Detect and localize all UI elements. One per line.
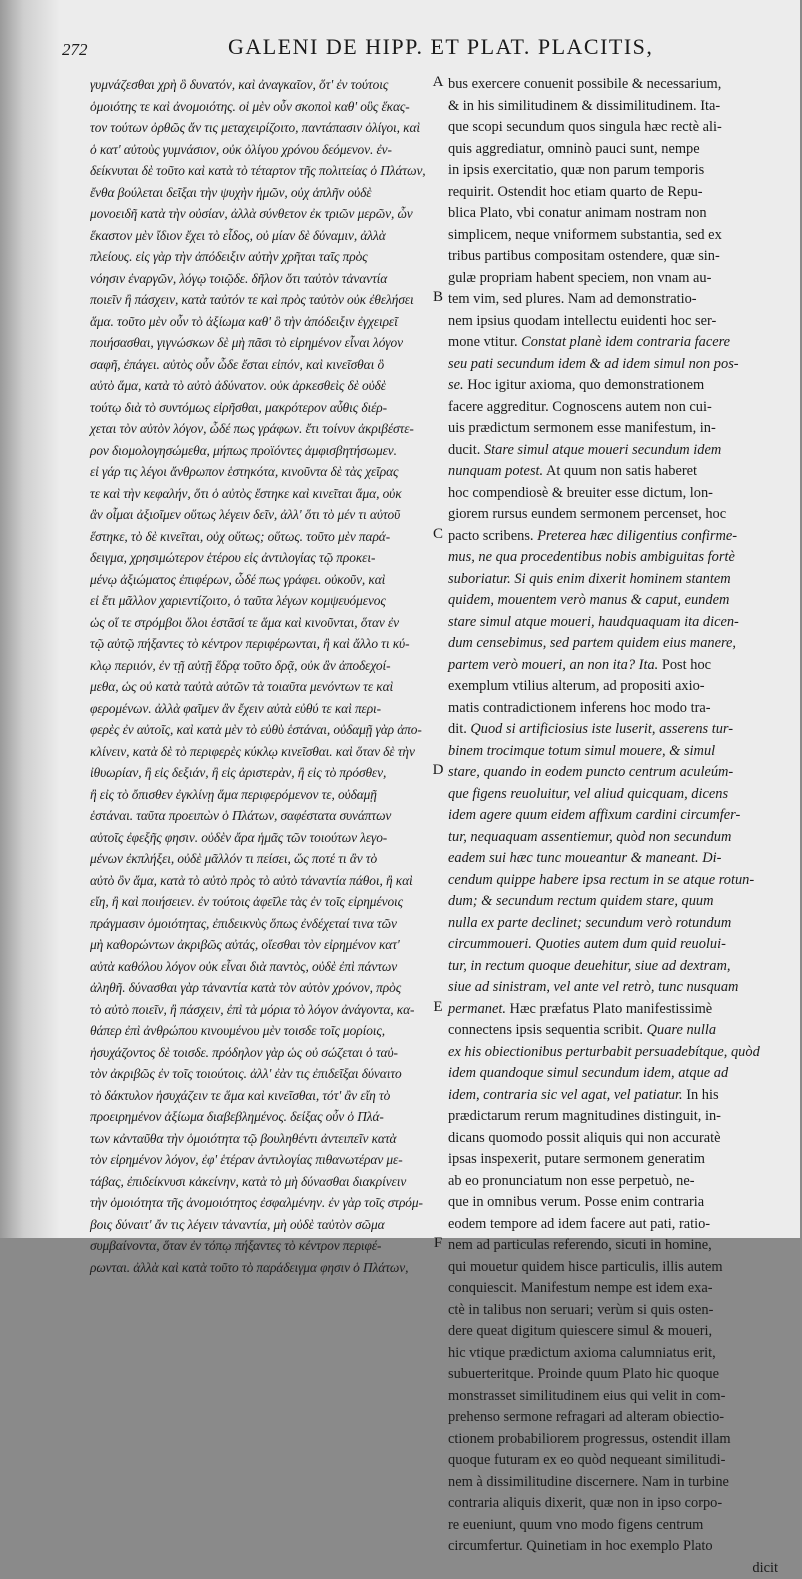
latin-line [448,74,778,96]
latin-line-segment: idem agere quum eidem affixum cardini circumfer- [448,807,740,823]
latin-line-segment: dicit [752,1560,778,1576]
greek-line: χεται τὸν αὐτὸν λόγον, ὧδέ πως γράφων. ἔτι τοίνυν ἀκριβέστε- [90,418,428,440]
greek-line: κλῳ περιιόν, ἐν τῇ αὐτῇ ἕδρᾳ τοῦτο δρᾷ, οὐκ ἂν ἀποδεχοί- [90,655,428,677]
latin-line [448,354,778,376]
latin-line [448,418,778,440]
latin-line-segment: conquiescit. Manifestum nempe est idem exa- [448,1280,713,1296]
greek-line: κλίνειν, κατὰ δὲ τὸ περιφερὲς κύκλῳ κινεῖσθαι. καὶ ὅταν δὲ τὴν [90,741,428,763]
margin-letter: A [430,74,446,91]
latin-line-segment: In his [683,1087,719,1103]
latin-line [448,1300,778,1322]
latin-line [448,999,778,1021]
latin-line-segment: in ipsis exercitatio, quæ non parum temporis [448,162,704,178]
latin-line [448,612,778,634]
greek-line: πράγμασιν ὁμοιότητας, ἐπιδεικνὺς ὅπως ἐνδέχεταί τινα τῶν [90,913,428,935]
latin-line-segment: nunquam potest. [448,463,543,479]
latin-line [448,1214,778,1236]
margin-letter: F [430,1235,446,1252]
greek-line: εἰ ἔτι μᾶλλον χαριεντίζοιτο, ὁ ταῦτα λέγων κομψευόμενος [90,590,428,612]
latin-line [448,117,778,139]
latin-line [448,289,778,311]
latin-line-segment: circumfertur. Quinetiam in hoc exemplo Plato [448,1538,713,1554]
greek-line: τὸ δάκτυλον ἡσυχάζειν τε ἅμα καὶ κινεῖσθαι, τότ' ἂν εἴη τὸ [90,1085,428,1107]
latin-line-segment: subuerteritque. Proinde quum Plato hic quoque [448,1366,719,1382]
latin-line-segment: giorem rursus eundem sermonem percenset, hoc [448,506,726,522]
latin-line-segment: qui mouetur quidem hisce particulis, illis autem [448,1259,723,1275]
latin-line-segment: requirit. Ostendit hoc etiam quarto de Repu- [448,184,703,200]
latin-line-segment: cendum quippe habere ipsa rectum in se atque rotun- [448,872,754,888]
latin-line [448,139,778,161]
greek-line: εἴη, ἢ καὶ ποιήσειεν. ἐν τούτοις ἀφεῖλε τὰς ἐν τοῖς εἰρημένοις [90,891,428,913]
greek-line: ἰθυωρίαν, ἢ εἰς δεξιάν, ἢ εἰς ἀριστερὰν, ἢ εἰς τὸ πρόσθεν, [90,762,428,784]
latin-line [448,1085,778,1107]
latin-line [448,934,778,956]
binding-shadow [0,0,60,1238]
greek-line: ποιήσασθαι, γιγνώσκων δὲ μὴ πᾶσι τὸ εἰρημένον εἶναι λόγον [90,332,428,354]
greek-line: τὸν εἰρημένον λόγον, ἐφ' ἑτέραν ἀντιλογίας πιθανωτέραν με- [90,1149,428,1171]
page-number: 272 [62,40,88,60]
margin-letter: D [430,762,446,779]
latin-line-segment: mus, ne qua procedentibus nobis ambiguitas fortè [448,549,735,565]
greek-column [90,74,428,1224]
latin-line [448,655,778,677]
latin-line-segment: binem trocimque totum simul mouere, & simul [448,743,715,759]
greek-line: μονοειδῆ κατὰ τὴν οὐσίαν, ἀλλὰ σύνθετον ἐκ τριῶν μερῶν, ὧν [90,203,428,225]
greek-line: τάβας, ἐπιδείκνυσι κἀκείνην, κατὰ τὸ μὴ δύνασθαι διακρίνειν [90,1171,428,1193]
latin-line-segment: nem à dissimilitudine discernere. Nam in turbine [448,1474,729,1490]
latin-line-segment: Hoc igitur axioma, quo demonstrationem [464,377,705,393]
latin-line [448,1149,778,1171]
greek-line: φερὲς ἐν αὐτοῖς, καὶ κατὰ μὲν τὸ εὐθὺ ἑστάναι, οὐδαμῇ γὰρ ἀπο- [90,719,428,741]
latin-line-segment: pacto scribens. [448,528,537,544]
latin-line-segment: ctionem probabiliorem progressus, ostendit illam [448,1431,731,1447]
latin-line [448,848,778,870]
latin-line-segment: ducit. [448,442,484,458]
page-header [62,34,802,64]
latin-line [448,397,778,419]
margin-letter: E [430,999,446,1016]
latin-line [448,1321,778,1343]
latin-line [448,891,778,913]
latin-line-segment: uis prædictum sermonem esse manifestum, in- [448,420,716,436]
latin-line-segment: dum; & secundum rectum quidem stare, quum [448,893,714,909]
latin-line [448,1536,778,1558]
latin-line-segment: Hæc præfatus Plato manifestissimè [506,1001,712,1017]
margin-letter: B [430,289,446,306]
latin-line-segment: prehenso sermone refragari ad alteram obiectio- [448,1409,724,1425]
greek-line: ἕστηκε, τὸ δὲ κινεῖται, οὐχ οὕτως; οὕτως. τοῦτο μὲν παρά- [90,526,428,548]
latin-line [448,590,778,612]
greek-line: μένῳ ἀξιώματος ἐπιφέρων, ὧδέ πως γράφει. οὐκοῦν, καὶ [90,569,428,591]
latin-line-segment: monstrasset similitudinem eius qui velit in com- [448,1388,725,1404]
greek-line: τὸ αὐτὸ ποιεῖν, ἢ πάσχειν, ἐπὶ τὰ μόρια τὸ λόγον ἀνάγοντα, κα- [90,999,428,1021]
greek-line: ἔνθα βούλεται δεῖξαι τὴν ψυχὴν ἡμῶν, οὐχ ἁπλῆν οὐδὲ [90,182,428,204]
latin-line-segment: quidem, mouentem verò manus & caput, eundem [448,592,729,608]
greek-line: σαφῆ, ἐπάγει. αὐτὸς οὖν ὧδε ἔσται εἰπόν, καὶ κινεῖσθαι ὃ [90,354,428,376]
latin-line-segment: que scopi secundum quos singula hæc rectè ali- [448,119,722,135]
greek-line: ὁ κατ' αὐτοὺς γυμνάσιον, οὐκ ὀλίγου χρόνου δεόμενον. ἐν- [90,139,428,161]
latin-line [448,719,778,741]
latin-line-segment: dit. [448,721,470,737]
latin-line [448,977,778,999]
latin-line-segment: Quare nulla [647,1022,716,1038]
greek-line: ἕκαστον μὲν ἴδιον ἔχει τὸ εἶδος, οὐ μίαν δὲ δύναμιν, ἀλλὰ [90,225,428,247]
latin-line [448,569,778,591]
latin-line-segment: partem verò moueri, an non ita? Ita. [448,657,658,673]
latin-line-segment: eadem sui hæc tunc moueantur & maneant. Di- [448,850,721,866]
greek-line: εἰ γάρ τις λέγοι ἄνθρωπον ἑστηκότα, κινοῦντα δὲ τὰς χεῖρας [90,461,428,483]
greek-line: ἀληθῆ. δύνασθαι γὰρ τἀναντία κατὰ τὸν αὐτὸν χρόνον, πρὸς [90,977,428,999]
latin-line-segment: At quum non satis haberet [543,463,697,479]
latin-line [448,547,778,569]
latin-line [448,182,778,204]
greek-line: ἡσυχάζοντος δὲ τοισδε. πρόδηλον γὰρ ὡς οὐ σώζεται ὁ ταὐ- [90,1042,428,1064]
greek-line: ρωνται. ἀλλὰ καὶ κατὰ τοῦτο τὸ παράδειγμα φησιν ὁ Πλάτων, [90,1257,428,1279]
greek-line: ἢ εἰς τὸ ὄπισθεν ἐγκλίνῃ ἅμα περιφερόμενον τε, οὐδαμῇ [90,784,428,806]
greek-line: γυμνάζεσθαι χρὴ ὃ δυνατόν, καὶ ἀναγκαῖον, ὅτ' ἐν τούτοις [90,74,428,96]
latin-line [448,784,778,806]
latin-line-segment: tem vim, sed plures. Nam ad demonstratio- [448,291,697,307]
greek-line: αὐτὸ ἅμα, κατὰ τὸ αὐτὸ ἀδύνατον. οὐκ ἀρκεσθεὶς δὲ οὐδὲ [90,375,428,397]
latin-line-segment: matis contradictionem inferens hoc modo tra- [448,700,711,716]
latin-line-segment: eodem tempore ad idem facere aut pati, ratio- [448,1216,710,1232]
latin-line-segment: Quod si artificiosius iste luserit, asserens tur- [470,721,733,737]
latin-line-segment: hoc compendiosè & breuiter esse dictum, lon- [448,485,713,501]
latin-line [448,1106,778,1128]
greek-line: ποιεῖν ἢ πάσχειν, κατὰ ταὐτόν τε καὶ πρὸς ταὐτὸν οὐκ ἐθελήσει [90,289,428,311]
latin-line-segment: stare, quando in eodem puncto centrum aculeúm- [448,764,733,780]
latin-line [448,870,778,892]
latin-line-segment: bus exercere conuenit possibile & necessarium, [448,76,721,92]
latin-line [448,827,778,849]
latin-line-segment: simplicem, neque vniformem substantia, sed ex [448,227,722,243]
latin-line [448,805,778,827]
latin-line [448,526,778,548]
greek-line: δειγμα, χρησιμώτερον ἑτέρου εἰς ἀντιλογίας τῷ προκει- [90,547,428,569]
latin-line-segment: exemplum vtilius alterum, ad propositi axio- [448,678,705,694]
latin-line-segment: Stare simul atque moueri secundum idem [484,442,721,458]
latin-line [448,268,778,290]
greek-line: ἑστάναι. ταῦτα προειπὼν ὁ Πλάτων, σαφέστατα συνάπτων [90,805,428,827]
latin-line-segment: quis aggrediatur, omninò pauci sunt, nempe [448,141,700,157]
latin-line [448,461,778,483]
latin-line-segment: ipsas inspexerit, putare sermonem generatim [448,1151,705,1167]
latin-line [448,1171,778,1193]
latin-line-segment: contraria aliquis dixerit, quæ non in ipso corpo- [448,1495,722,1511]
latin-line-segment: ex his obiectionibus perturbabit persuadebítque, quòd [448,1044,760,1060]
latin-line-segment: re eueniunt, quum vno modo figens centrum [448,1517,703,1533]
latin-line [448,203,778,225]
greek-line: τὸν ἀκριβῶς ἐν τοῖς τοιούτοις. ἀλλ' ἐὰν τις ἐπιδεῖξαι δύναιτο [90,1063,428,1085]
latin-line [448,633,778,655]
greek-line: θάπερ ἐπὶ ἀνθρώπου κινουμένου μὲν τοισδε τοῖς μορίοις, [90,1020,428,1042]
latin-line [448,1343,778,1365]
latin-line [448,1128,778,1150]
latin-line-segment: prædictarum rerum magnitudines distinguit, in- [448,1108,721,1124]
greek-line: των κἀνταῦθα τὴν ὁμοιότητα τῷ βουληθέντι ἀντειπεῖν κατὰ [90,1128,428,1150]
latin-line [448,311,778,333]
latin-line-segment: tur, nequaquam assentiemur, quòd non secundum [448,829,731,845]
latin-line-segment: facere aggreditur. Cognoscens autem non cui- [448,399,712,415]
latin-line [448,1558,778,1579]
greek-line: τον τούτων ὀρθῶς ἄν τις μεταχειρίζοιτο, παντάπασιν ὀλίγοι, καὶ [90,117,428,139]
latin-line [448,1472,778,1494]
latin-line [448,1407,778,1429]
latin-line [448,1493,778,1515]
greek-line: μὴ καθορώντων ἀκριβῶς αὐτάς, οἴεσθαι τὸν εἰρημένον κατ' [90,934,428,956]
latin-line-segment: que in omnibus verum. Posse enim contraria [448,1194,704,1210]
greek-line: βοις δύναιτ' ἄν τις λέγειν τἀναντία, μὴ οὐδὲ ταὐτὸν σῶμα [90,1214,428,1236]
latin-line-segment: mone vtitur. [448,334,521,350]
latin-line-segment: quoque futuram ex eo quòd nequeant similitudi- [448,1452,725,1468]
latin-line [448,483,778,505]
latin-line [448,1257,778,1279]
greek-line: τῷ αὐτῷ πήξαντες τὸ κέντρον περιφέρωνται, ἢ καὶ ἄλλο τι κύ- [90,633,428,655]
latin-line-segment: gulæ propriam habent speciem, non vnam au- [448,270,711,286]
latin-line [448,1429,778,1451]
latin-line-segment: stare simul atque moueri, haudquaquam ita dicen- [448,614,739,630]
greek-line: συμβαίνοντα, ὅταν ἐν τόπῳ πήξαντες τὸ κέντρον περιφέ- [90,1235,428,1257]
latin-line-segment: se. [448,377,464,393]
latin-line-segment: suboriatur. Si quis enim dixerit hominem stantem [448,571,731,587]
latin-line-segment: ctè in talibus non seruari; verùm si quis osten- [448,1302,713,1318]
latin-line [448,1192,778,1214]
latin-line-segment: siue ad sinistram, vel ante vel retrò, tunc nusquam [448,979,738,995]
latin-line-segment: tribus partibus compositam ostendere, quæ sin- [448,248,720,264]
latin-line [448,956,778,978]
latin-line-segment: seu pati secundum idem & ad idem simul non pos- [448,356,739,372]
latin-line-segment: connectens ipsis sequentia scribit. [448,1022,647,1038]
greek-line: αὐτὸ ὂν ἅμα, κατὰ τὸ αὐτὸ πρὸς τὸ αὐτὸ τἀναντία πάθοι, ἢ καὶ [90,870,428,892]
latin-line [448,440,778,462]
latin-line [448,1235,778,1257]
greek-line: ἂν οἶμαι ἀξιοῖμεν οὕτως λέγειν δεῖν, ἀλλ' ὅτι τὸ μέν τι αὐτοῦ [90,504,428,526]
greek-line: ὡς οἵ τε στρόμβοι ὅλοι ἑστᾶσί τε ἅμα καὶ κινοῦνται, ὅταν ἐν [90,612,428,634]
latin-line-segment: nulla ex parte declinet; secundum verò rotundum [448,915,731,931]
greek-line: ὁμοιότης τε καὶ ἀνομοιότης. οἱ μὲν οὖν σκοποὶ καθ' οὓς ἕκας- [90,96,428,118]
greek-line: προειρημένον ἀξίωμα διαβεβλημένος. δείξας οὖν ὁ Πλά- [90,1106,428,1128]
latin-line [448,504,778,526]
latin-line-segment: nem ipsius quodam intellectu euidenti hoc ser- [448,313,716,329]
latin-line [448,160,778,182]
greek-line: τούτῳ διὰ τὸ συντόμως εἰρῆσθαι, μακρότερον αὖθις διέρ- [90,397,428,419]
greek-line: αὐτοῖς ἐφεξῆς φησιν. οὐδὲν ἄρα ἡμᾶς τῶν τοιούτων λεγο- [90,827,428,849]
latin-line-segment: idem quandoque simul secundum idem, atque ad [448,1065,728,1081]
latin-line [448,332,778,354]
latin-line [448,1450,778,1472]
latin-column [448,74,778,1234]
latin-line-segment: circummoueri. Quoties autem dum quid reuolui- [448,936,726,952]
latin-line [448,1364,778,1386]
latin-line [448,698,778,720]
greek-line: νόησιν ἐναργῶν, λόγῳ τοιῷδε. δῆλον ὅτι ταὐτὸν τἀναντία [90,268,428,290]
latin-line-segment: blica Plato, vbi conatur animam nostram non [448,205,707,221]
latin-line-segment: dum censebimus, sed partem quidem eius manere, [448,635,736,651]
latin-line [448,225,778,247]
latin-line-segment: Preterea hæc diligentius confirme- [537,528,737,544]
greek-line: τε καὶ τὴν κεφαλήν, ὅτι ὁ αὐτὸς ἕστηκε καὶ κινεῖται ἅμα, οὐκ [90,483,428,505]
latin-line [448,375,778,397]
latin-line-segment: Post hoc [658,657,711,673]
greek-line: πλείους. εἰς γὰρ τὴν ἀπόδειξιν αὐτὴν χρῆται ταῖς πρὸς [90,246,428,268]
margin-letters [430,74,446,1224]
latin-line-segment: ab eo pronunciatum non esse perpetuò, ne- [448,1173,695,1189]
latin-line-segment: & in his similitudinem & dissimilitudinem. Ita- [448,98,720,114]
latin-line [448,1042,778,1064]
latin-line [448,1020,778,1042]
latin-line [448,1515,778,1537]
running-title: GALENI DE HIPP. ET PLAT. PLACITIS, [228,34,653,60]
latin-line [448,913,778,935]
margin-letter: C [430,526,446,543]
greek-line: ἅμα. τοῦτο μὲν οὖν τὸ ἀξίωμα καθ' ὃ τὴν ἀπόδειξιν ἐγχειρεῖ [90,311,428,333]
latin-line [448,741,778,763]
latin-line-segment: dicans quomodo possit aliquis qui non accuratè [448,1130,721,1146]
greek-line: τὴν ὁμοιότητα τῆς ἀνομοιότητος ἐσφαλμένην. ἐν γὰρ τοῖς στρόμ- [90,1192,428,1214]
greek-line: μεθα, ὡς οὐ κατὰ ταὐτὰ αὐτῶν τὰ τοιαῦτα μενόντων τε καὶ [90,676,428,698]
latin-line-segment: idem, contraria sic vel agat, vel patiatur. [448,1087,683,1103]
greek-line: ρον διομολογησώμεθα, μήπως προϊόντες ἀμφισβητήσωμεν. [90,440,428,462]
latin-line [448,1278,778,1300]
latin-line [448,246,778,268]
greek-line: μένων ἐκπλήξει, οὐδὲ μᾶλλόν τι πείσει, ὥς ποτέ τι ἂν τὸ [90,848,428,870]
latin-line [448,1386,778,1408]
greek-line: αὐτὰ καθόλου λόγον οὐκ εἶναι διὰ παντὸς, οὐδὲ ἐπὶ πάντων [90,956,428,978]
latin-line [448,762,778,784]
latin-line [448,96,778,118]
latin-line [448,1063,778,1085]
latin-line-segment: nem ad particulas referendo, sicuti in homine, [448,1237,712,1253]
latin-line-segment: dere queat digitum quiescere simul & moueri, [448,1323,712,1339]
greek-line: φερομένων. ἀλλὰ φαῖμεν ἂν ἔχειν αὐτὰ εὐθύ τε καὶ περι- [90,698,428,720]
greek-line: δείκνυται δὲ τοῦτο καὶ κατὰ τὸ τέταρτον τῆς πολιτείας ὁ Πλάτων, [90,160,428,182]
latin-line-segment: Constat planè idem contraria facere [521,334,730,350]
latin-line-segment: hic vtique prædictum axioma calumniatus erit, [448,1345,716,1361]
latin-line-segment: tur, in rectum quoque deuehitur, siue ad dextram, [448,958,730,974]
latin-line-segment: que figens reuoluitur, vel aliud quicquam, dicens [448,786,728,802]
latin-line [448,676,778,698]
latin-line-segment: permanet. [448,1001,506,1017]
